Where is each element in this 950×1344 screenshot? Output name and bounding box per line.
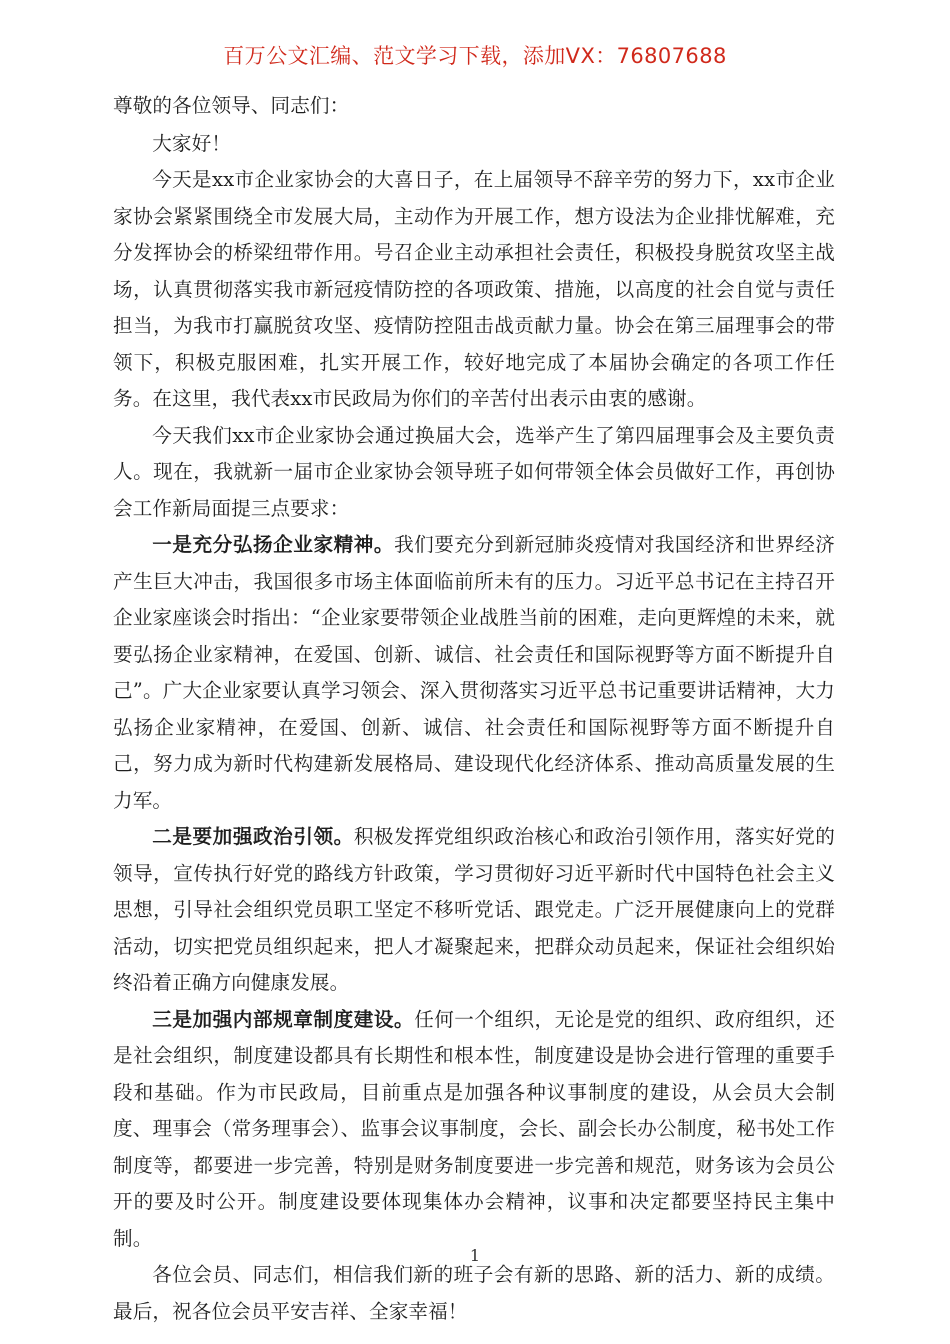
paragraph-4-lead: 二是要加强政治引领。	[152, 825, 354, 848]
paragraph-4-text: 积极发挥党组织政治核心和政治引领作用，落实好党的领导，宣传执行好党的路线方针政策，学习贯彻好习近平新时代中国特色社会主义思想，引导社会组织党员职工坚定不移听党话、跟党走。广泛开展健康向上的党群活动，切实把党员组织起来，把人才凝聚起来，把群众动员起来，保证社会组织始终沿着正确方向健康发展。	[113, 825, 835, 994]
paragraph-1	[113, 162, 835, 418]
paragraph-3	[113, 527, 835, 819]
paragraph-2	[113, 418, 835, 528]
paragraph-6	[113, 1257, 835, 1330]
paragraph-4	[113, 819, 835, 1002]
paragraph-3-text: 我们要充分到新冠肺炎疫情对我国经济和世界经济产生巨大冲击，我国很多市场主体面临前所未有的压力。习近平总书记在主持召开企业家座谈会时指出：“企业家要带领企业战胜当前的困难，走向更辉煌的未来，就要弘扬企业家精神，在爱国、创新、诚信、社会责任和国际视野等方面不断提升自己”。广大企业家要认真学习领会、深入贯彻落实习近平总书记重要讲话精神，大力弘扬企业家精神，在爱国、创新、诚信、社会责任和国际视野等方面不断提升自己，努力成为新时代构建新发展格局、建设现代化经济体系、推动高质量发展的生力军。	[113, 533, 836, 812]
greeting-line: 大家好！	[152, 131, 231, 155]
paragraph-6-text: 各位会员、同志们，相信我们新的班子会有新的思路、新的活力、新的成绩。最后，祝各位会员平安吉祥、全家幸福！	[113, 1263, 835, 1323]
promo-banner-text: 百万公文汇编、范文学习下载，添加VX：76807688	[223, 44, 727, 68]
paragraph-5-text: 任何一个组织，无论是党的组织、政府组织，还是社会组织，制度建设都具有长期性和根本性，制度建设是协会进行管理的重要手段和基础。作为市民政局，目前重点是加强各种议事制度的建设，从会员大会制度、理事会（常务理事会）、监事会议事制度，会长、副会长办公制度，秘书处工作制度等，都要进一步完善，特别是财务制度要进一步完善和规范，财务该为会员公开的要及时公开。制度建设要体现集体办会精神，议事和决定都要坚持民主集中制。	[113, 1007, 835, 1250]
document-body	[113, 88, 835, 1330]
paragraph-2-text: 今天我们xx市企业家协会通过换届大会，选举产生了第四届理事会及主要负责人。现在，我就新一届市企业家协会领导班子如何带领全体会员做好工作，再创协会工作新局面提三点要求：	[113, 423, 835, 520]
salutation-line: 尊敬的各位领导、同志们：	[113, 94, 350, 117]
paragraph-5	[113, 1002, 835, 1258]
paragraph-1-text: 今天是xx市企业家协会的大喜日子，在上届领导不辞辛劳的努力下，xx市企业家协会紧紧围绕全市发展大局，主动作为开展工作，想方设法为企业排忧解难，充分发挥协会的桥梁纽带作用。号召企业主动承担社会责任，积极投身脱贫攻坚主战场，认真贯彻落实我市新冠疫情防控的各项政策、措施，以高度的社会自觉与责任担当，为我市打赢脱贫攻坚、疫情防控阻击战贡献力量。协会在第三届理事会的带领下，积极克服困难，扎实开展工作，较好地完成了本届协会确定的各项工作任务。在这里，我代表xx市民政局为你们的辛苦付出表示由衷的感谢。	[113, 168, 835, 410]
paragraph-3-lead: 一是充分弘扬企业家精神。	[152, 533, 395, 556]
page-number: 1	[469, 1246, 481, 1265]
paragraph-5-lead: 三是加强内部规章制度建设。	[152, 1007, 415, 1031]
